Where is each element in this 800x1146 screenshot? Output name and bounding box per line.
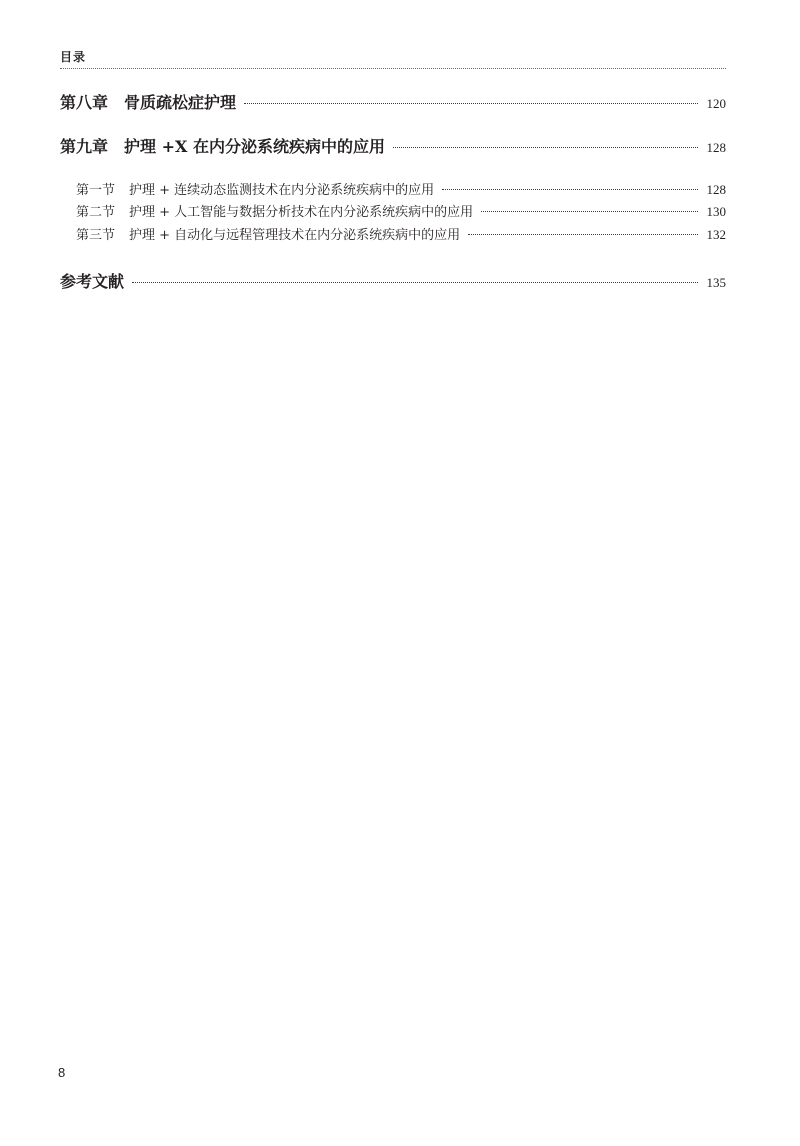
dot-leader xyxy=(468,234,698,235)
page-number: 135 xyxy=(706,275,726,290)
dot-leader xyxy=(442,189,698,190)
dot-leader xyxy=(481,211,698,212)
dot-leader xyxy=(132,282,698,283)
section-title: 护理 + 连续动态监测技术在内分泌系统疾病中的应用 xyxy=(129,183,435,198)
section-number: 第一节 xyxy=(76,183,116,198)
section-title: 护理 + 自动化与远程管理技术在内分泌系统疾病中的应用 xyxy=(129,228,461,243)
section-number: 第三节 xyxy=(76,228,116,243)
chapter-title: 骨质疏松症护理 xyxy=(124,93,237,112)
chapter-number: 第八章 xyxy=(60,93,109,112)
folio-page-number: 8 xyxy=(58,1065,66,1080)
dot-leader xyxy=(244,103,698,104)
page-number: 120 xyxy=(706,96,726,111)
page-number: 132 xyxy=(706,227,726,242)
page-number: 128 xyxy=(706,182,726,197)
header-rule xyxy=(60,68,726,69)
running-head: 目录 xyxy=(60,50,87,64)
toc-entry-section-2[interactable] xyxy=(76,201,726,220)
toc-entry-section-1[interactable] xyxy=(76,179,726,198)
chapter-title: 护理 +X 在内分泌系统疾病中的应用 xyxy=(124,137,385,156)
toc-entry-chapter-9[interactable] xyxy=(60,134,726,157)
page-number: 128 xyxy=(706,140,726,155)
toc-entry-section-3[interactable] xyxy=(76,224,726,243)
section-number: 第二节 xyxy=(76,205,116,220)
section-title: 护理 + 人工智能与数据分析技术在内分泌系统疾病中的应用 xyxy=(129,205,474,220)
page-number: 130 xyxy=(706,204,726,219)
toc-entry-references[interactable] xyxy=(60,269,726,292)
references-title: 参考文献 xyxy=(60,272,125,291)
toc-entry-chapter-8[interactable] xyxy=(60,90,726,113)
dot-leader xyxy=(393,147,698,148)
chapter-number: 第九章 xyxy=(60,137,109,156)
